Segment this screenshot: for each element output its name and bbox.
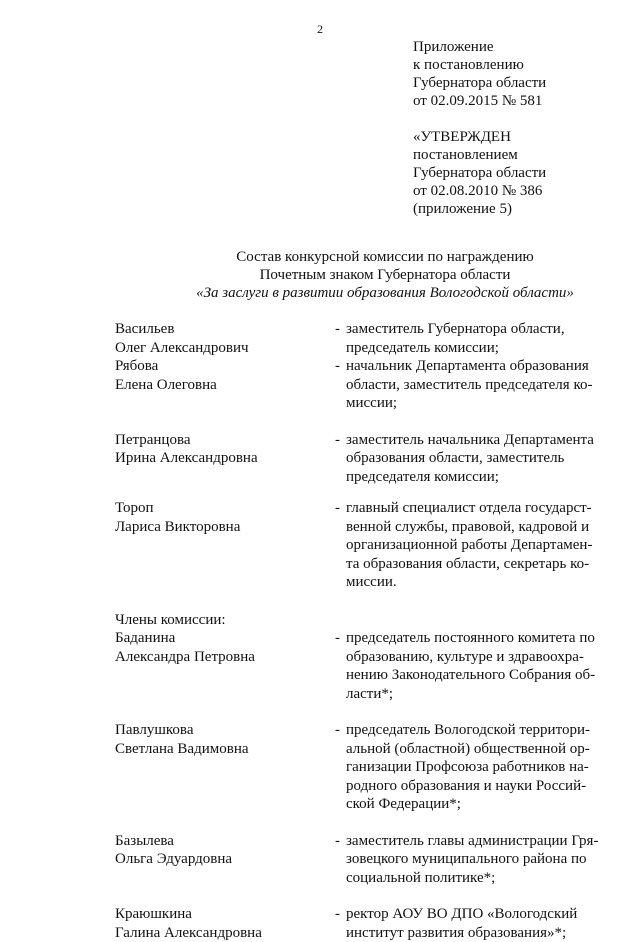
member-name-line: Рябова xyxy=(115,357,330,376)
member-role-line: начальник Департамента образования xyxy=(346,357,608,376)
member-name-line: Елена Олеговна xyxy=(115,376,330,395)
commission-entry xyxy=(115,905,615,942)
separator-dash: - xyxy=(335,320,340,339)
member-role-line: зовецкого муниципального района по xyxy=(346,850,608,869)
member-role-line: ласти*; xyxy=(346,685,608,704)
member-role-line: председатель комиссии; xyxy=(346,339,608,358)
title-line-1: Состав конкурсной комиссии по награждению xyxy=(0,248,640,266)
member-role-line: образованию, культуре и здравоохра- xyxy=(346,648,608,667)
approval-line: постановлением xyxy=(413,146,546,164)
member-role xyxy=(346,721,608,814)
commission-entry xyxy=(115,629,615,703)
member-role-line: председатель постоянного комитета по xyxy=(346,629,608,648)
commission-entry xyxy=(115,721,615,814)
member-role-line: образования области, заместитель xyxy=(346,449,608,468)
separator-dash: - xyxy=(335,499,340,518)
member-role xyxy=(346,905,608,942)
member-name-line: Александра Петровна xyxy=(115,648,330,667)
member-role-line: председателя комиссии; xyxy=(346,468,608,487)
document-title xyxy=(0,248,640,302)
member-name xyxy=(115,905,330,942)
member-name-line: Баданина xyxy=(115,629,330,648)
approval-stamp-block xyxy=(413,128,546,218)
member-role-line: социальной политике*; xyxy=(346,869,608,888)
member-role xyxy=(346,832,608,888)
member-role xyxy=(346,629,608,703)
commission-entry xyxy=(115,499,615,592)
member-role-line: нению Законодательного Собрания об- xyxy=(346,666,608,685)
approval-line: «УТВЕРЖДЕН xyxy=(413,128,546,146)
member-role-line: та образования области, секретарь ко- xyxy=(346,555,608,574)
member-role-line: области, заместитель председателя ко- xyxy=(346,376,608,395)
member-name-line: Петранцова xyxy=(115,431,330,450)
title-line-2: Почетным знаком Губернатора области xyxy=(0,266,640,284)
member-name-line: Лариса Викторовна xyxy=(115,518,330,537)
separator-dash: - xyxy=(335,721,340,740)
appendix-block xyxy=(413,38,546,110)
approval-line: (приложение 5) xyxy=(413,200,546,218)
member-name-line: Галина Александровна xyxy=(115,924,330,942)
member-name xyxy=(115,499,330,536)
approval-line: Губернатора области xyxy=(413,164,546,182)
member-role-line: альной (областной) общественной ор- xyxy=(346,740,608,759)
member-role-line: заместитель Губернатора области, xyxy=(346,320,608,339)
member-name xyxy=(115,721,330,758)
title-line-3: «За заслуги в развитии образования Вологодской области» xyxy=(0,284,640,302)
member-role-line: заместитель начальника Департамента xyxy=(346,431,608,450)
commission-entry xyxy=(115,320,615,357)
page-number: 2 xyxy=(0,22,640,37)
commission-roster xyxy=(115,320,615,942)
member-role xyxy=(346,499,608,592)
commission-entry xyxy=(115,357,615,413)
member-role-line: венной службы, правовой, кадровой и xyxy=(346,518,608,537)
member-role-line: главный специалист отдела государст- xyxy=(346,499,608,518)
member-name-line: Павлушкова xyxy=(115,721,330,740)
member-role-line: ганизации Профсоюза работников на- xyxy=(346,758,608,777)
member-name xyxy=(115,832,330,869)
member-role-line: родного образования и науки Россий- xyxy=(346,777,608,796)
member-name-line: Тороп xyxy=(115,499,330,518)
approval-line: от 02.08.2010 № 386 xyxy=(413,182,546,200)
member-role xyxy=(346,357,608,413)
appendix-line: к постановлению xyxy=(413,56,546,74)
commission-entry xyxy=(115,832,615,888)
member-name-line: Базылева xyxy=(115,832,330,851)
member-name-line: Краюшкина xyxy=(115,905,330,924)
separator-dash: - xyxy=(335,357,340,376)
member-name xyxy=(115,629,330,666)
member-role-line: заместитель главы администрации Гря- xyxy=(346,832,608,851)
member-name-line: Олег Александрович xyxy=(115,339,330,358)
members-section-label: Члены комиссии: xyxy=(115,611,615,630)
member-name-line: Светлана Вадимовна xyxy=(115,740,330,759)
member-role-line: институт развития образования»*; xyxy=(346,924,608,942)
separator-dash: - xyxy=(335,905,340,924)
member-name-line: Ирина Александровна xyxy=(115,449,330,468)
member-role-line: миссии. xyxy=(346,573,608,592)
member-role-line: председатель Вологодской территори- xyxy=(346,721,608,740)
member-name-line: Ольга Эдуардовна xyxy=(115,850,330,869)
appendix-line: Приложение xyxy=(413,38,546,56)
member-role xyxy=(346,431,608,487)
member-name xyxy=(115,431,330,468)
member-name xyxy=(115,357,330,394)
separator-dash: - xyxy=(335,431,340,450)
member-role-line: ской Федерации*; xyxy=(346,795,608,814)
appendix-line: Губернатора области xyxy=(413,74,546,92)
member-name-line: Васильев xyxy=(115,320,330,339)
member-role-line: организационной работы Департамен- xyxy=(346,536,608,555)
member-name xyxy=(115,320,330,357)
member-role-line: миссии; xyxy=(346,394,608,413)
member-role-line: ректор АОУ ВО ДПО «Вологодский xyxy=(346,905,608,924)
separator-dash: - xyxy=(335,629,340,648)
member-role xyxy=(346,320,608,357)
appendix-line: от 02.09.2015 № 581 xyxy=(413,92,546,110)
commission-entry xyxy=(115,431,615,487)
separator-dash: - xyxy=(335,832,340,851)
